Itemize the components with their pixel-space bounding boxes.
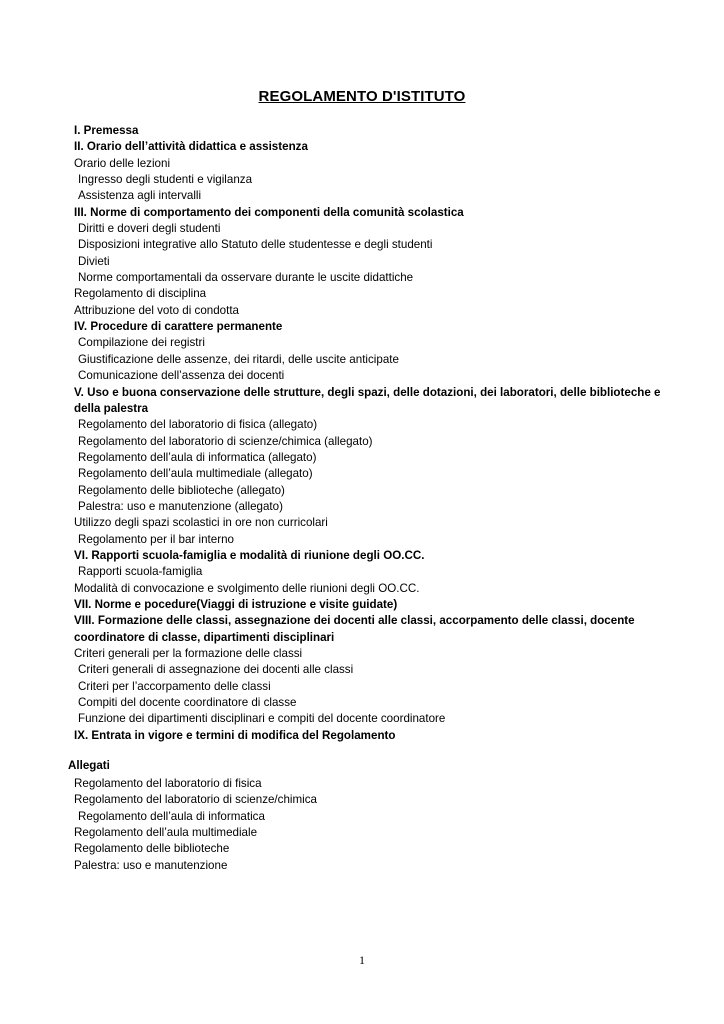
toc-entry: Ingresso degli studenti e vigilanza [78, 173, 253, 187]
toc-section-heading: V. Uso e buona conservazione delle strutture, degli spazi, delle dotazioni, dei laboratori, delle biblioteche e della palestra [74, 385, 661, 415]
toc-entry: Rapporti scuola-famiglia [78, 565, 203, 579]
toc-entry: Compilazione dei registri [78, 336, 205, 350]
toc-entry: Modalità di convocazione e svolgimento delle riunioni degli OO.CC. [74, 581, 420, 595]
attachment-item: Regolamento del laboratorio di fisica [74, 777, 262, 790]
toc-entry: Regolamento dell’aula di informatica (allegato) [78, 450, 317, 464]
toc-entry: Regolamento per il bar interno [78, 532, 234, 546]
toc-entry: Regolamento dell’aula multimediale (allegato) [78, 467, 313, 481]
toc-section-heading: III. Norme di comportamento dei componenti della comunità scolastica [74, 205, 464, 219]
toc-entry: Norme comportamentali da osservare durante le uscite didattiche [78, 271, 414, 285]
toc-entry: Criteri per l’accorpamento delle classi [78, 679, 271, 693]
toc-section-heading: VI. Rapporti scuola-famiglia e modalità di riunione degli OO.CC. [74, 548, 425, 562]
toc-entry: Regolamento del laboratorio di scienze/chimica (allegato) [78, 434, 373, 448]
toc-entry: Regolamento del laboratorio di fisica (allegato) [78, 418, 318, 432]
attachments-heading: Allegati [68, 759, 110, 772]
toc-entry: Regolamento delle biblioteche (allegato) [78, 483, 285, 497]
toc-section-heading: VIII. Formazione delle classi, assegnazione dei docenti alle classi, accorpamento delle classi, docente coordinatore di classe, dipartimenti disciplinari [74, 614, 635, 644]
toc-entry: Compiti del docente coordinatore di classe [78, 696, 297, 710]
toc-entry: Criteri generali per la formazione delle classi [74, 647, 303, 660]
toc-entry: Attribuzione del voto di condotta [74, 303, 239, 317]
toc-entry: Disposizioni integrative allo Statuto delle studentesse e degli studenti [78, 238, 433, 252]
document-title: REGOLAMENTO D'ISTITUTO [258, 88, 466, 105]
toc-section-heading: I. Premessa [74, 124, 139, 137]
attachment-item: Regolamento dell’aula multimediale [74, 826, 258, 840]
attachment-item: Regolamento dell’aula di informatica [78, 809, 265, 823]
toc-section-heading: II. Orario dell’attività didattica e assistenza [74, 140, 308, 154]
toc-section-heading: IV. Procedure di carattere permanente [74, 320, 283, 334]
toc-entry: Assistenza agli intervalli [78, 189, 202, 203]
toc-entry: Criteri generali di assegnazione dei docenti alle classi [78, 663, 354, 677]
attachments-list [74, 776, 317, 874]
toc-entry: Comunicazione dell’assenza dei docenti [78, 369, 285, 383]
attachment-item: Regolamento delle biblioteche [74, 842, 230, 856]
table-of-contents [74, 123, 684, 744]
toc-entry: Funzione dei dipartimenti disciplinari e compiti del docente coordinatore [78, 712, 446, 726]
attachment-item: Regolamento del laboratorio di scienze/chimica [74, 793, 317, 807]
toc-entry: Utilizzo degli spazi scolastici in ore non curricolari [74, 516, 328, 530]
toc-section-heading: IX. Entrata in vigore e termini di modifica del Regolamento [74, 728, 396, 742]
attachment-item: Palestra: uso e manutenzione [74, 858, 228, 872]
toc-entry: Regolamento di disciplina [74, 287, 207, 301]
toc-entry: Diritti e doveri degli studenti [78, 222, 221, 236]
toc-entry: Orario delle lezioni [74, 156, 171, 170]
toc-entry: Divieti [78, 254, 110, 268]
toc-section-heading: VII. Norme e pocedure(Viaggi di istruzione e visite guidate) [74, 597, 398, 611]
toc-entry: Palestra: uso e manutenzione (allegato) [78, 499, 283, 513]
page-number: 1 [359, 953, 365, 967]
toc-entry: Giustificazione delle assenze, dei ritardi, delle uscite anticipate [78, 352, 399, 366]
